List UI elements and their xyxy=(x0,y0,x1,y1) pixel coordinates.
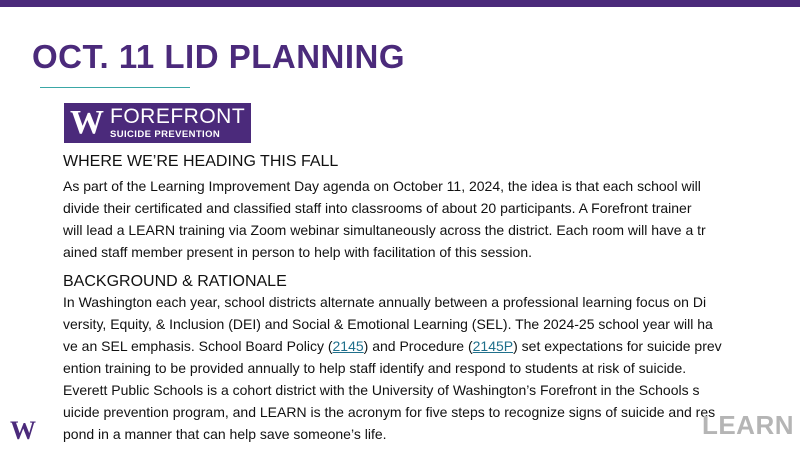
paragraph-line: pond in a manner that can help save someone’s life. xyxy=(63,426,387,442)
paragraph-line: ained staff member present in person to help with facilitation of this session. xyxy=(63,244,532,260)
paragraph-text: ) set expectations for suicide prev xyxy=(513,338,722,354)
logo-wordmark xyxy=(110,106,245,140)
section-heading-fall: WHERE WE’RE HEADING THIS FALL xyxy=(63,153,339,170)
paragraph-line: ention training to be provided annually to help staff identify and respond to students at risk of suicide. xyxy=(63,360,687,376)
paragraph-line: Everett Public Schools is a cohort district with the University of Washington’s Forefront in the Schools s xyxy=(63,382,700,398)
paragraph-line xyxy=(63,335,783,357)
uw-footer-logo-icon: W xyxy=(10,416,36,445)
section-heading-background: BACKGROUND & RATIONALE xyxy=(63,273,287,290)
paragraph-line: uicide prevention program, and LEARN is the acronym for five steps to recognize signs of suicide and res xyxy=(63,404,716,420)
forefront-logo xyxy=(64,103,251,143)
policy-2145-link[interactable]: 2145 xyxy=(332,338,364,354)
paragraph-line: versity, Equity, & Inclusion (DEI) and Social & Emotional Learning (SEL). The 2024-25 school year will ha xyxy=(63,316,713,332)
paragraph-line: will lead a LEARN training via Zoom webinar simultaneously across the district. Each room will have a tr xyxy=(63,222,706,238)
paragraph-line: divide their certificated and classified staff into classrooms of about 20 participants. A Forefront trainer xyxy=(63,200,692,216)
title-underline xyxy=(40,87,190,88)
paragraph-text: ve an SEL emphasis. School Board Policy ( xyxy=(63,338,333,354)
paragraph-line: As part of the Learning Improvement Day agenda on October 11, 2024, the idea is that each school will xyxy=(63,178,701,194)
top-accent-bar xyxy=(0,0,800,7)
logo-subtitle: SUICIDE PREVENTION xyxy=(110,129,221,141)
logo-brand: FOREFRONT xyxy=(110,105,246,129)
paragraph-text: ) and Procedure ( xyxy=(363,338,473,354)
procedure-2145p-link[interactable]: 2145P xyxy=(472,338,514,354)
section-paragraph-fall xyxy=(63,175,783,263)
footer-learn-label: LEARN xyxy=(701,410,794,440)
section-paragraph-background xyxy=(63,291,783,445)
paragraph-line: In Washington each year, school districts alternate annually between a professional learning focus on Di xyxy=(63,294,707,310)
slide-title: OCT. 11 LID PLANNING xyxy=(32,38,406,75)
uw-w-logo-icon: W xyxy=(70,104,104,141)
